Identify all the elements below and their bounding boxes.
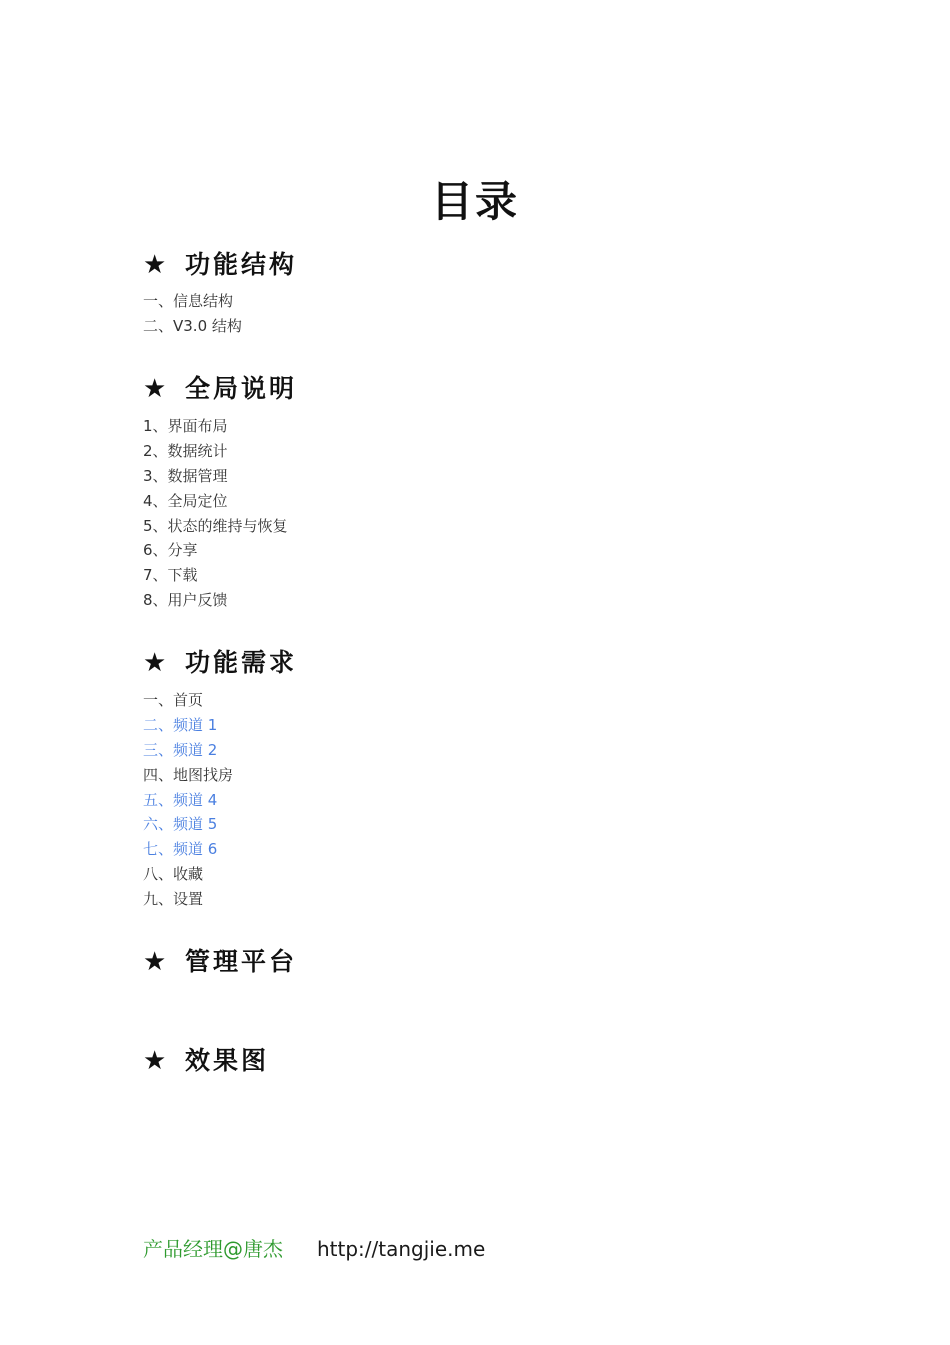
toc-item-download[interactable]: 7、下载 [143, 566, 198, 585]
toc-item-home[interactable]: 一、首页 [143, 691, 204, 709]
toc-item-global-location[interactable]: 4、全局定位 [143, 491, 228, 510]
footer [143, 1234, 485, 1266]
section-title: 效果图 [185, 1046, 270, 1075]
star-icon: ★ [143, 250, 167, 280]
toc-item-channel-1[interactable]: 二、频道 1 [143, 715, 218, 734]
section-heading-global [143, 373, 297, 405]
toc-item-favorites[interactable]: 八、收藏 [143, 865, 204, 884]
star-icon: ★ [143, 648, 167, 678]
toc-item-v3-structure[interactable]: 二、V3.0 结构 [143, 316, 242, 335]
section-heading-mockups [143, 1045, 269, 1077]
toc-item-statistics[interactable]: 2、数据统计 [143, 441, 228, 460]
toc-item-settings[interactable]: 九、设置 [143, 890, 204, 909]
author-credit: 产品经理@唐杰 [143, 1237, 283, 1261]
toc-item-share[interactable]: 6、分享 [143, 541, 198, 560]
toc-list-requirements [143, 688, 233, 912]
toc-item-channel-4[interactable]: 五、频道 4 [143, 790, 218, 809]
toc-item-channel-6[interactable]: 七、频道 6 [143, 840, 218, 859]
section-heading-structure [143, 249, 297, 281]
page-title: 目录 [430, 177, 519, 226]
toc-item-data-management[interactable]: 3、数据管理 [143, 466, 228, 485]
toc-item-channel-2[interactable]: 三、频道 2 [143, 740, 218, 759]
star-icon: ★ [143, 1046, 167, 1076]
section-heading-requirements [143, 647, 297, 679]
section-title: 功能需求 [185, 648, 298, 677]
toc-item-layout[interactable]: 1、界面布局 [143, 417, 228, 435]
website-link[interactable]: http://tangjie.me [317, 1237, 486, 1261]
section-heading-admin [143, 946, 297, 978]
star-icon: ★ [143, 374, 167, 404]
section-title: 功能结构 [185, 250, 298, 279]
section-title: 管理平台 [185, 947, 298, 976]
toc-list-structure [143, 289, 242, 339]
toc-item-info-structure[interactable]: 一、信息结构 [143, 292, 234, 310]
toc-item-state-restore[interactable]: 5、状态的维持与恢复 [143, 516, 288, 535]
toc-item-channel-5[interactable]: 六、频道 5 [143, 815, 218, 834]
star-icon: ★ [143, 947, 167, 977]
section-title: 全局说明 [185, 374, 298, 403]
toc-item-map-search[interactable]: 四、地图找房 [143, 765, 234, 784]
toc-item-feedback[interactable]: 8、用户反馈 [143, 591, 228, 610]
toc-list-global [143, 414, 288, 613]
